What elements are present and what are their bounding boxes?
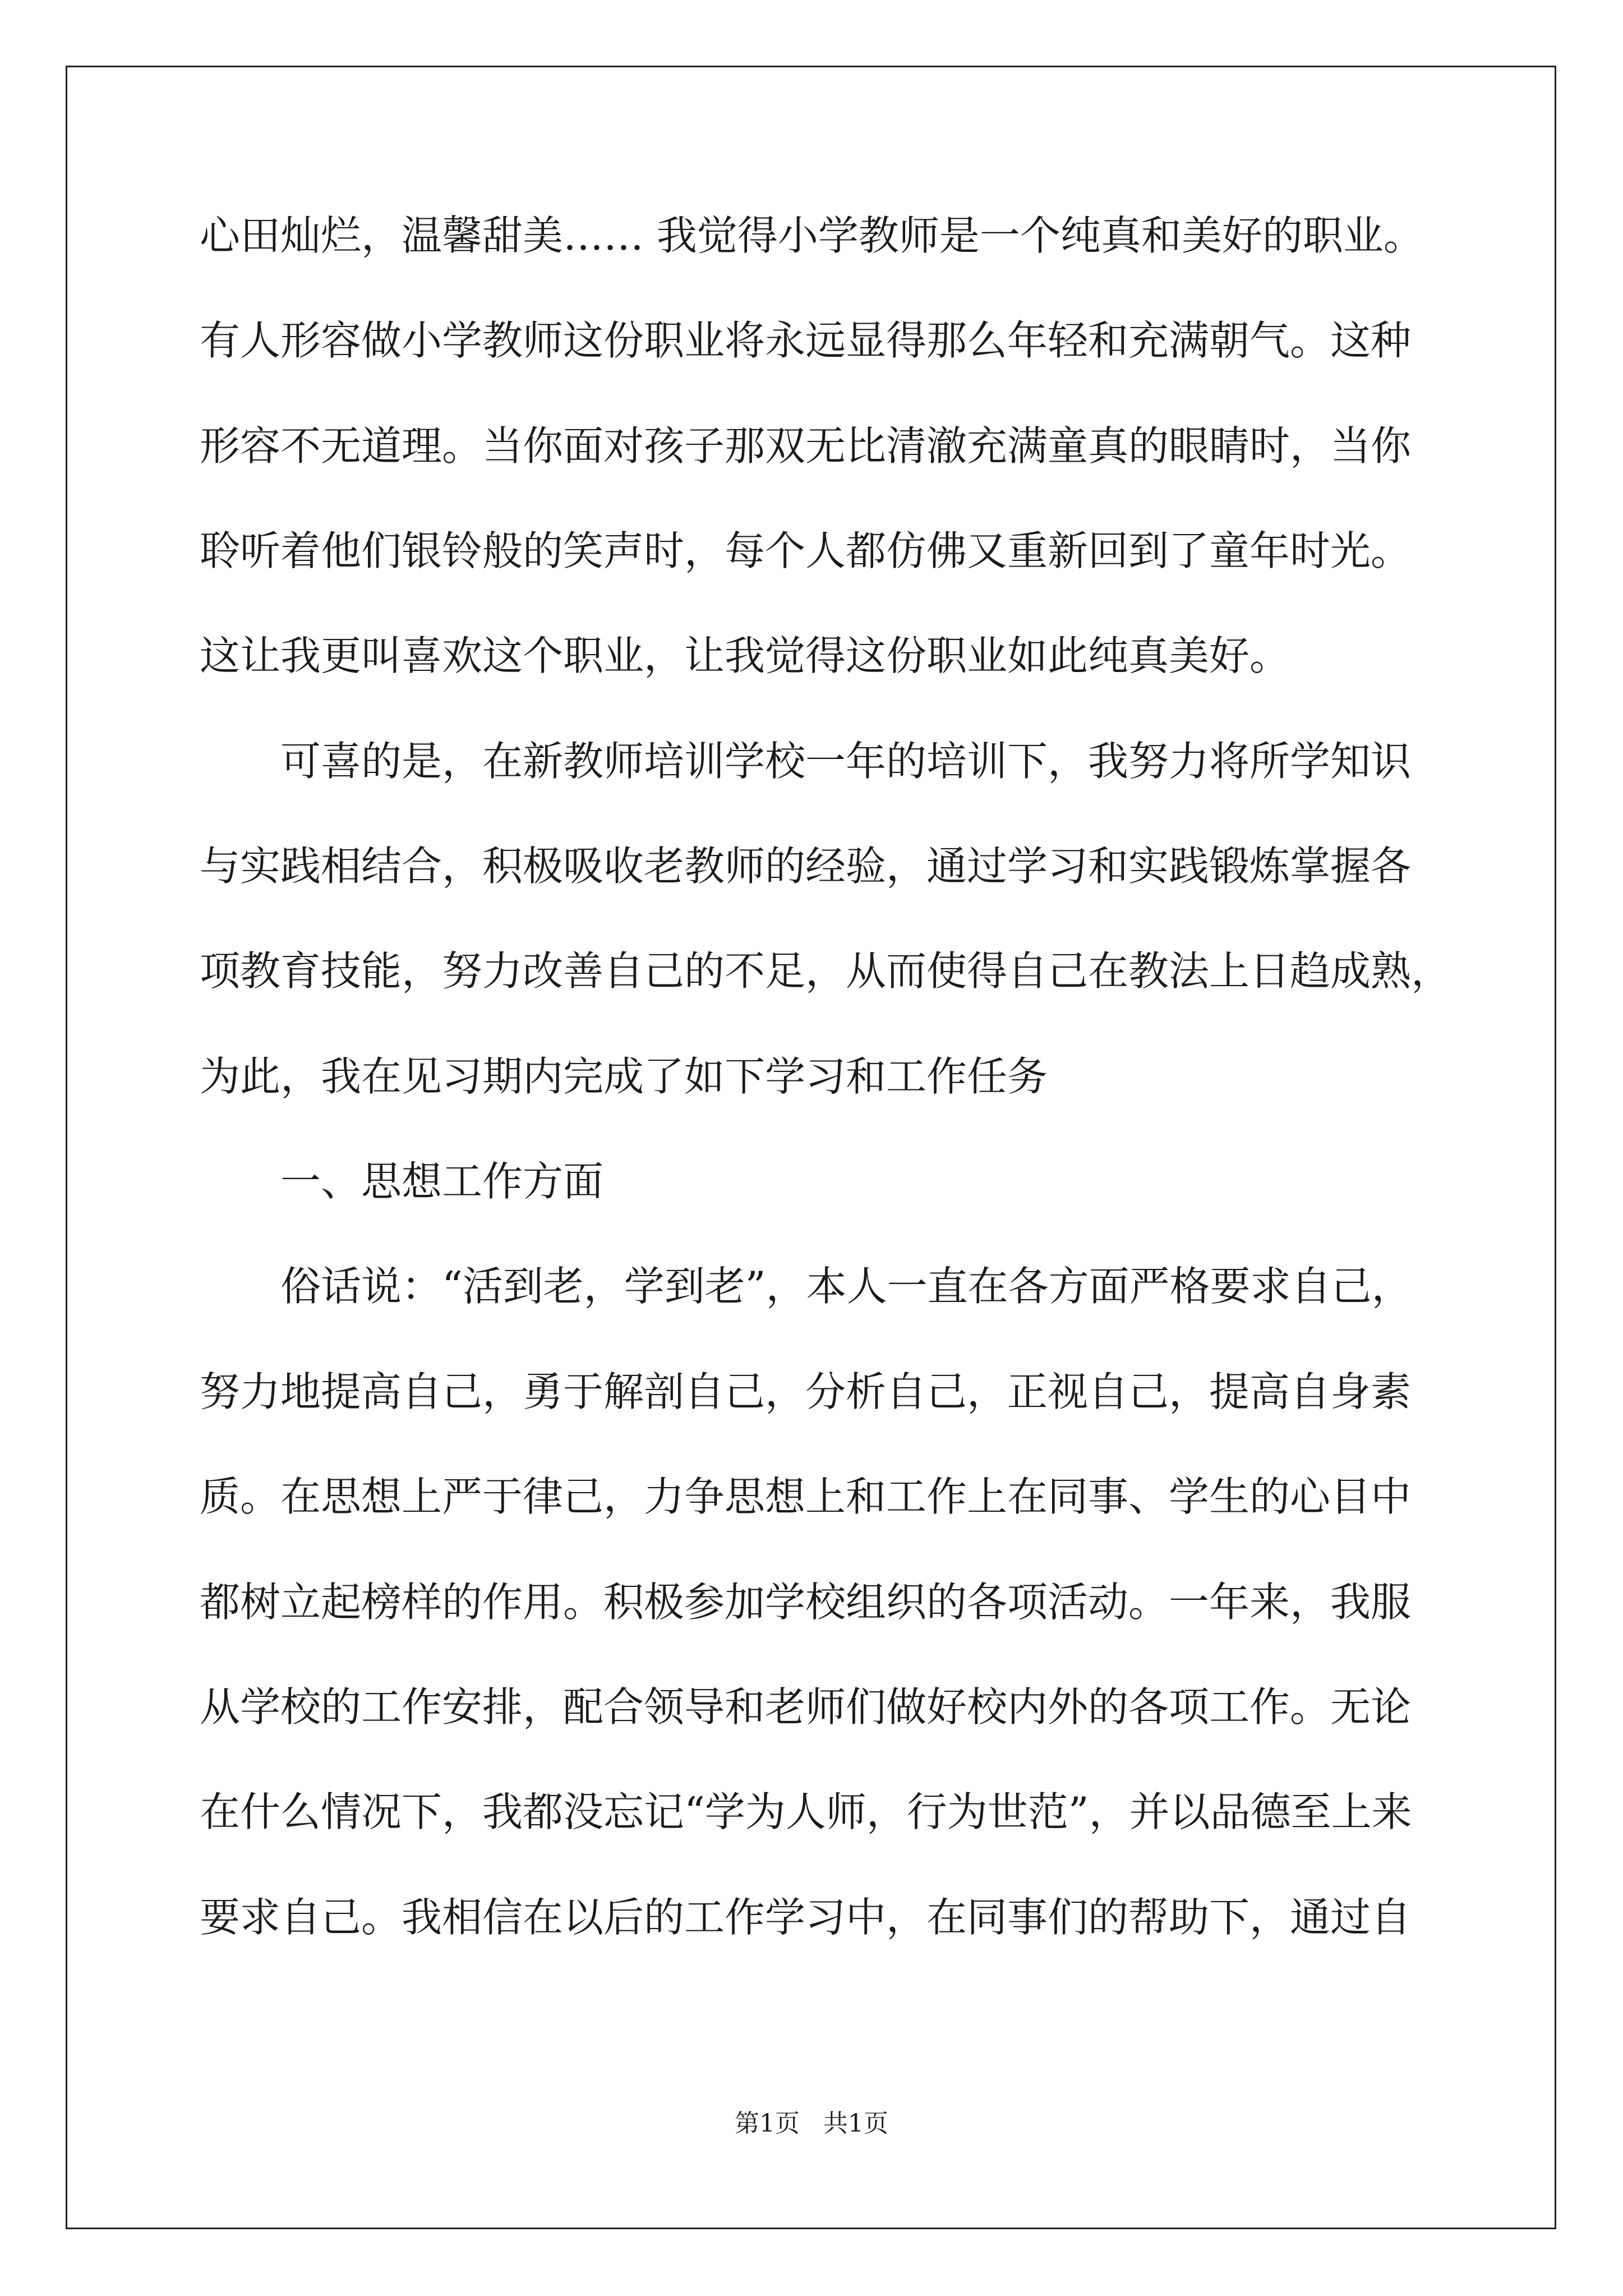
text-line-3: 形容不无道理。当你面对孩子那双无比清澈充满童真的眼睛时，当你 [200,422,1412,470]
text-line-8: 项教育技能，努力改善自己的不足，从而使得自己在教法上日趋成熟， [200,947,1452,995]
text-line-9: 为此，我在见习期内完成了如下学习和工作任务 [200,1053,1048,1100]
text-line-16: 在什么情况下，我都没忘记“学为人师，行为世范”，并以品德至上来 [200,1788,1412,1835]
text-line-11: 俗话说：“活到老，学到老”，本人一直在各方面严格要求自己， [280,1263,1412,1310]
text-line-17: 要求自己。我相信在以后的工作学习中，在同事们的帮助下，通过自 [200,1894,1412,1941]
section-heading: 一、思想工作方面 [280,1158,604,1205]
text-line-2: 有人形容做小学教师这份职业将永远显得那么年轻和充满朝气。这种 [200,317,1412,364]
text-line-12: 努力地提高自己，勇于解剖自己，分析自己，正视自己，提高自身素 [200,1368,1412,1415]
text-line-13: 质。在思想上严于律己，力争思想上和工作上在同事、学生的心目中 [200,1473,1412,1520]
text-line-14: 都树立起榜样的作用。积极参加学校组织的各项活动。一年来，我服 [200,1579,1412,1626]
text-line-5: 这让我更叫喜欢这个职业，让我觉得这份职业如此纯真美好。 [200,632,1290,679]
page-number-footer: 第1页 共1页 [735,2109,888,2138]
text-line-7: 与实践相结合，积极吸收老教师的经验，通过学习和实践锻炼掌握各 [200,843,1412,890]
text-line-15: 从学校的工作安排，配合领导和老师们做好校内外的各项工作。无论 [200,1683,1412,1731]
text-line-1: 心田灿烂，温馨甜美…… 我觉得小学教师是一个纯真和美好的职业。 [200,212,1424,259]
text-line-4: 聆听着他们银铃般的笑声时，每个人都仿佛又重新回到了童年时光。 [200,527,1412,574]
text-line-6: 可喜的是，在新教师培训学校一年的培训下，我努力将所学知识 [280,738,1412,785]
